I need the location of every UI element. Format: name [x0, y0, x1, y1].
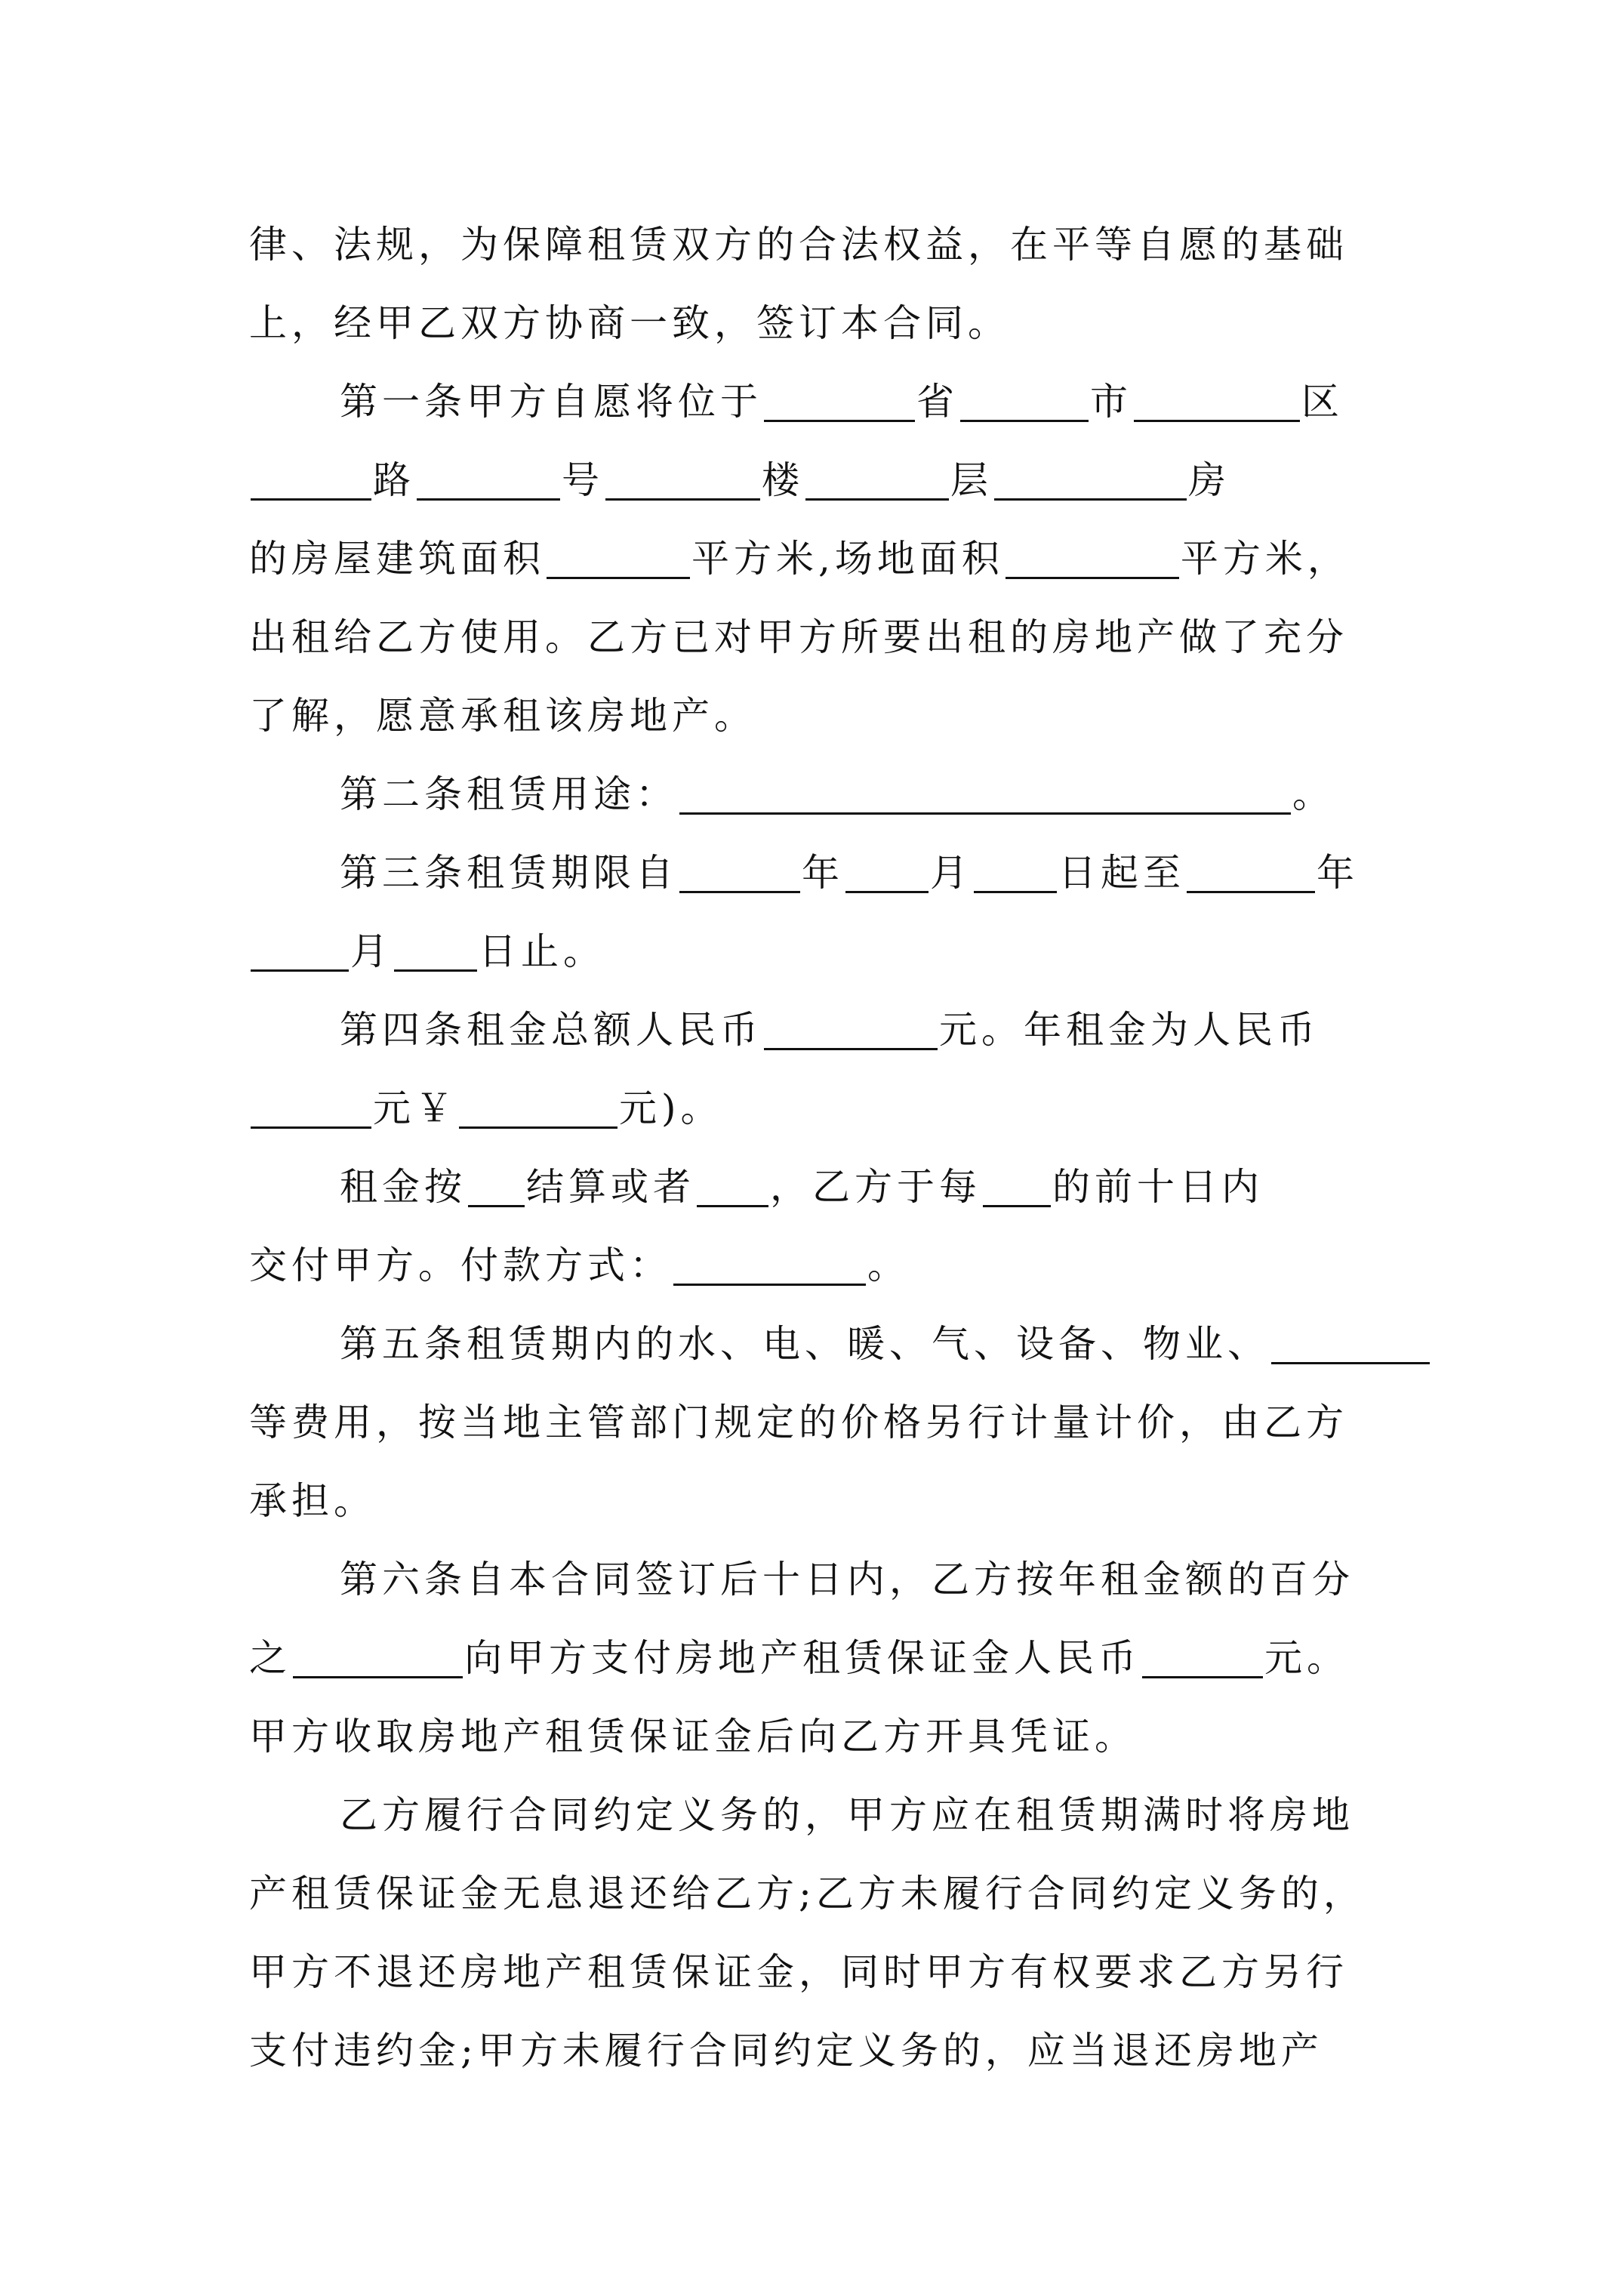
text-segment: ，乙方于每	[770, 1165, 981, 1209]
text-segment: 第三条租赁期限自	[340, 851, 678, 895]
text-segment: 向甲方支付房地产租赁保证金人民币	[464, 1636, 1141, 1680]
text-segment: 出租给乙方使用。乙方已对甲方所要出租的房地产做了充分	[249, 615, 1348, 659]
text-segment: 支付违约金;甲方未履行合同约定义务的，应当退还房地产	[249, 2029, 1323, 2073]
text-segment: 号	[562, 458, 604, 502]
text-segment: 元)。	[619, 1086, 723, 1130]
site-area-blank	[1006, 530, 1179, 579]
end-year-blank	[1187, 844, 1315, 893]
text-segment: 月	[350, 929, 393, 973]
annual-rent-amount-blank	[459, 1080, 617, 1129]
text-segment: 平方米，	[1180, 537, 1350, 581]
article-5-line-1	[340, 1305, 1389, 1383]
text-segment: 年	[1317, 851, 1359, 895]
article-3-line-1	[340, 834, 1389, 912]
district-blank	[1134, 373, 1300, 422]
article-1-line-5	[249, 676, 1389, 755]
building-area-blank	[547, 530, 690, 579]
floor-blank	[805, 451, 949, 501]
text-segment: 乙方履行合同约定义务的，甲方应在租赁期满时将房地	[340, 1793, 1354, 1837]
end-month-blank	[251, 923, 349, 972]
text-segment: 路	[373, 458, 415, 502]
text-segment: 元。年租金为人民币	[939, 1008, 1320, 1052]
text-segment: 之	[249, 1636, 291, 1680]
annual-rent-words-blank	[251, 1080, 371, 1129]
province-blank	[764, 373, 915, 422]
text-segment: 律、法规，为保障租赁双方的合法权益，在平等自愿的基础	[249, 223, 1348, 267]
start-day-blank	[974, 844, 1057, 893]
text-segment: 甲方收取房地产租赁保证金后向乙方开具凭证。	[249, 1715, 1137, 1758]
other-fees-blank	[1271, 1315, 1430, 1364]
text-segment: 的房屋建筑面积	[249, 537, 545, 581]
text-segment: 省	[916, 380, 959, 424]
building-blank	[605, 451, 760, 501]
text-segment: 第一条甲方自愿将位于	[340, 380, 762, 424]
text-segment: 第五条租赁期内的水、电、暖、气、设备、物业、	[340, 1322, 1270, 1366]
article-1-line-2	[249, 441, 1389, 519]
room-blank	[994, 451, 1187, 501]
alternative-period-blank	[697, 1158, 768, 1207]
payment-method-blank	[673, 1237, 866, 1286]
start-year-blank	[679, 844, 800, 893]
payment-cycle-blank	[983, 1158, 1051, 1207]
article-4-line-1	[340, 991, 1389, 1069]
start-month-blank	[845, 844, 929, 893]
article-6-line-1	[340, 1540, 1389, 1619]
article-5-line-2	[249, 1383, 1389, 1462]
city-blank	[960, 373, 1089, 422]
text-segment: 市	[1090, 380, 1132, 424]
text-segment: 日止。	[479, 929, 605, 973]
article-2-line-1	[340, 755, 1389, 834]
text-segment: 产租赁保证金无息退还给乙方;乙方未履行合同约定义务的，	[249, 1872, 1366, 1915]
article-3-line-2	[249, 912, 1389, 991]
text-segment: 。	[867, 1244, 910, 1287]
text-segment: 年	[802, 851, 844, 895]
road-blank	[251, 451, 371, 501]
text-segment: 月	[930, 851, 972, 895]
text-segment: 租金按	[340, 1165, 467, 1209]
text-segment: 元。	[1264, 1636, 1349, 1680]
text-segment: 甲方不退还房地产租赁保证金，同时甲方有权要求乙方另行	[249, 1950, 1348, 1994]
deposit-clause-line-2	[249, 1854, 1389, 1933]
text-segment: 平方米,场地面积	[691, 537, 1004, 581]
settlement-period-blank	[468, 1158, 525, 1207]
text-segment: 承担。	[249, 1479, 376, 1523]
text-segment: 元￥	[373, 1086, 457, 1130]
text-segment: 上，经甲乙双方协商一致，签订本合同。	[249, 301, 1010, 345]
text-segment: 房	[1188, 458, 1230, 502]
number-blank	[417, 451, 560, 501]
rent-payment-line-1	[340, 1148, 1389, 1226]
deposit-percent-blank	[293, 1629, 463, 1678]
text-segment: 结算或者	[526, 1165, 695, 1209]
article-1-line-4	[249, 598, 1389, 676]
text-segment: 了解，愿意承租该房地产。	[249, 694, 756, 738]
article-6-line-2	[249, 1619, 1389, 1697]
text-segment: 日起至	[1058, 851, 1185, 895]
text-segment: 。	[1292, 772, 1335, 816]
deposit-amount-blank	[1142, 1629, 1263, 1678]
text-segment: 等费用，按当地主管部门规定的价格另行计量计价，由乙方	[249, 1401, 1348, 1444]
text-segment: 区	[1301, 380, 1344, 424]
end-day-blank	[394, 923, 477, 972]
total-rent-blank	[764, 1001, 938, 1050]
article-5-line-3	[249, 1462, 1389, 1540]
deposit-clause-line-1	[340, 1776, 1389, 1854]
deposit-clause-line-4	[249, 2011, 1389, 2090]
text-segment: 交付甲方。付款方式：	[249, 1244, 672, 1287]
text-segment: 第四条租金总额人民币	[340, 1008, 762, 1052]
text-segment: 第六条自本合同签订后十日内，乙方按年租金额的百分	[340, 1558, 1354, 1601]
deposit-clause-line-3	[249, 1933, 1389, 2011]
text-segment: 第二条租赁用途：	[340, 772, 678, 816]
rent-payment-line-2	[249, 1226, 1389, 1305]
article-1-line-1	[340, 362, 1389, 441]
text-line-2	[249, 284, 1389, 362]
text-segment: 层	[950, 458, 993, 502]
article-6-line-3	[249, 1697, 1389, 1776]
lease-purpose-blank	[679, 766, 1291, 815]
text-segment: 楼	[762, 458, 804, 502]
text-line-1	[249, 205, 1389, 284]
text-segment: 的前十日内	[1052, 1165, 1264, 1209]
article-1-line-3	[249, 519, 1389, 598]
article-4-line-2	[249, 1069, 1389, 1148]
